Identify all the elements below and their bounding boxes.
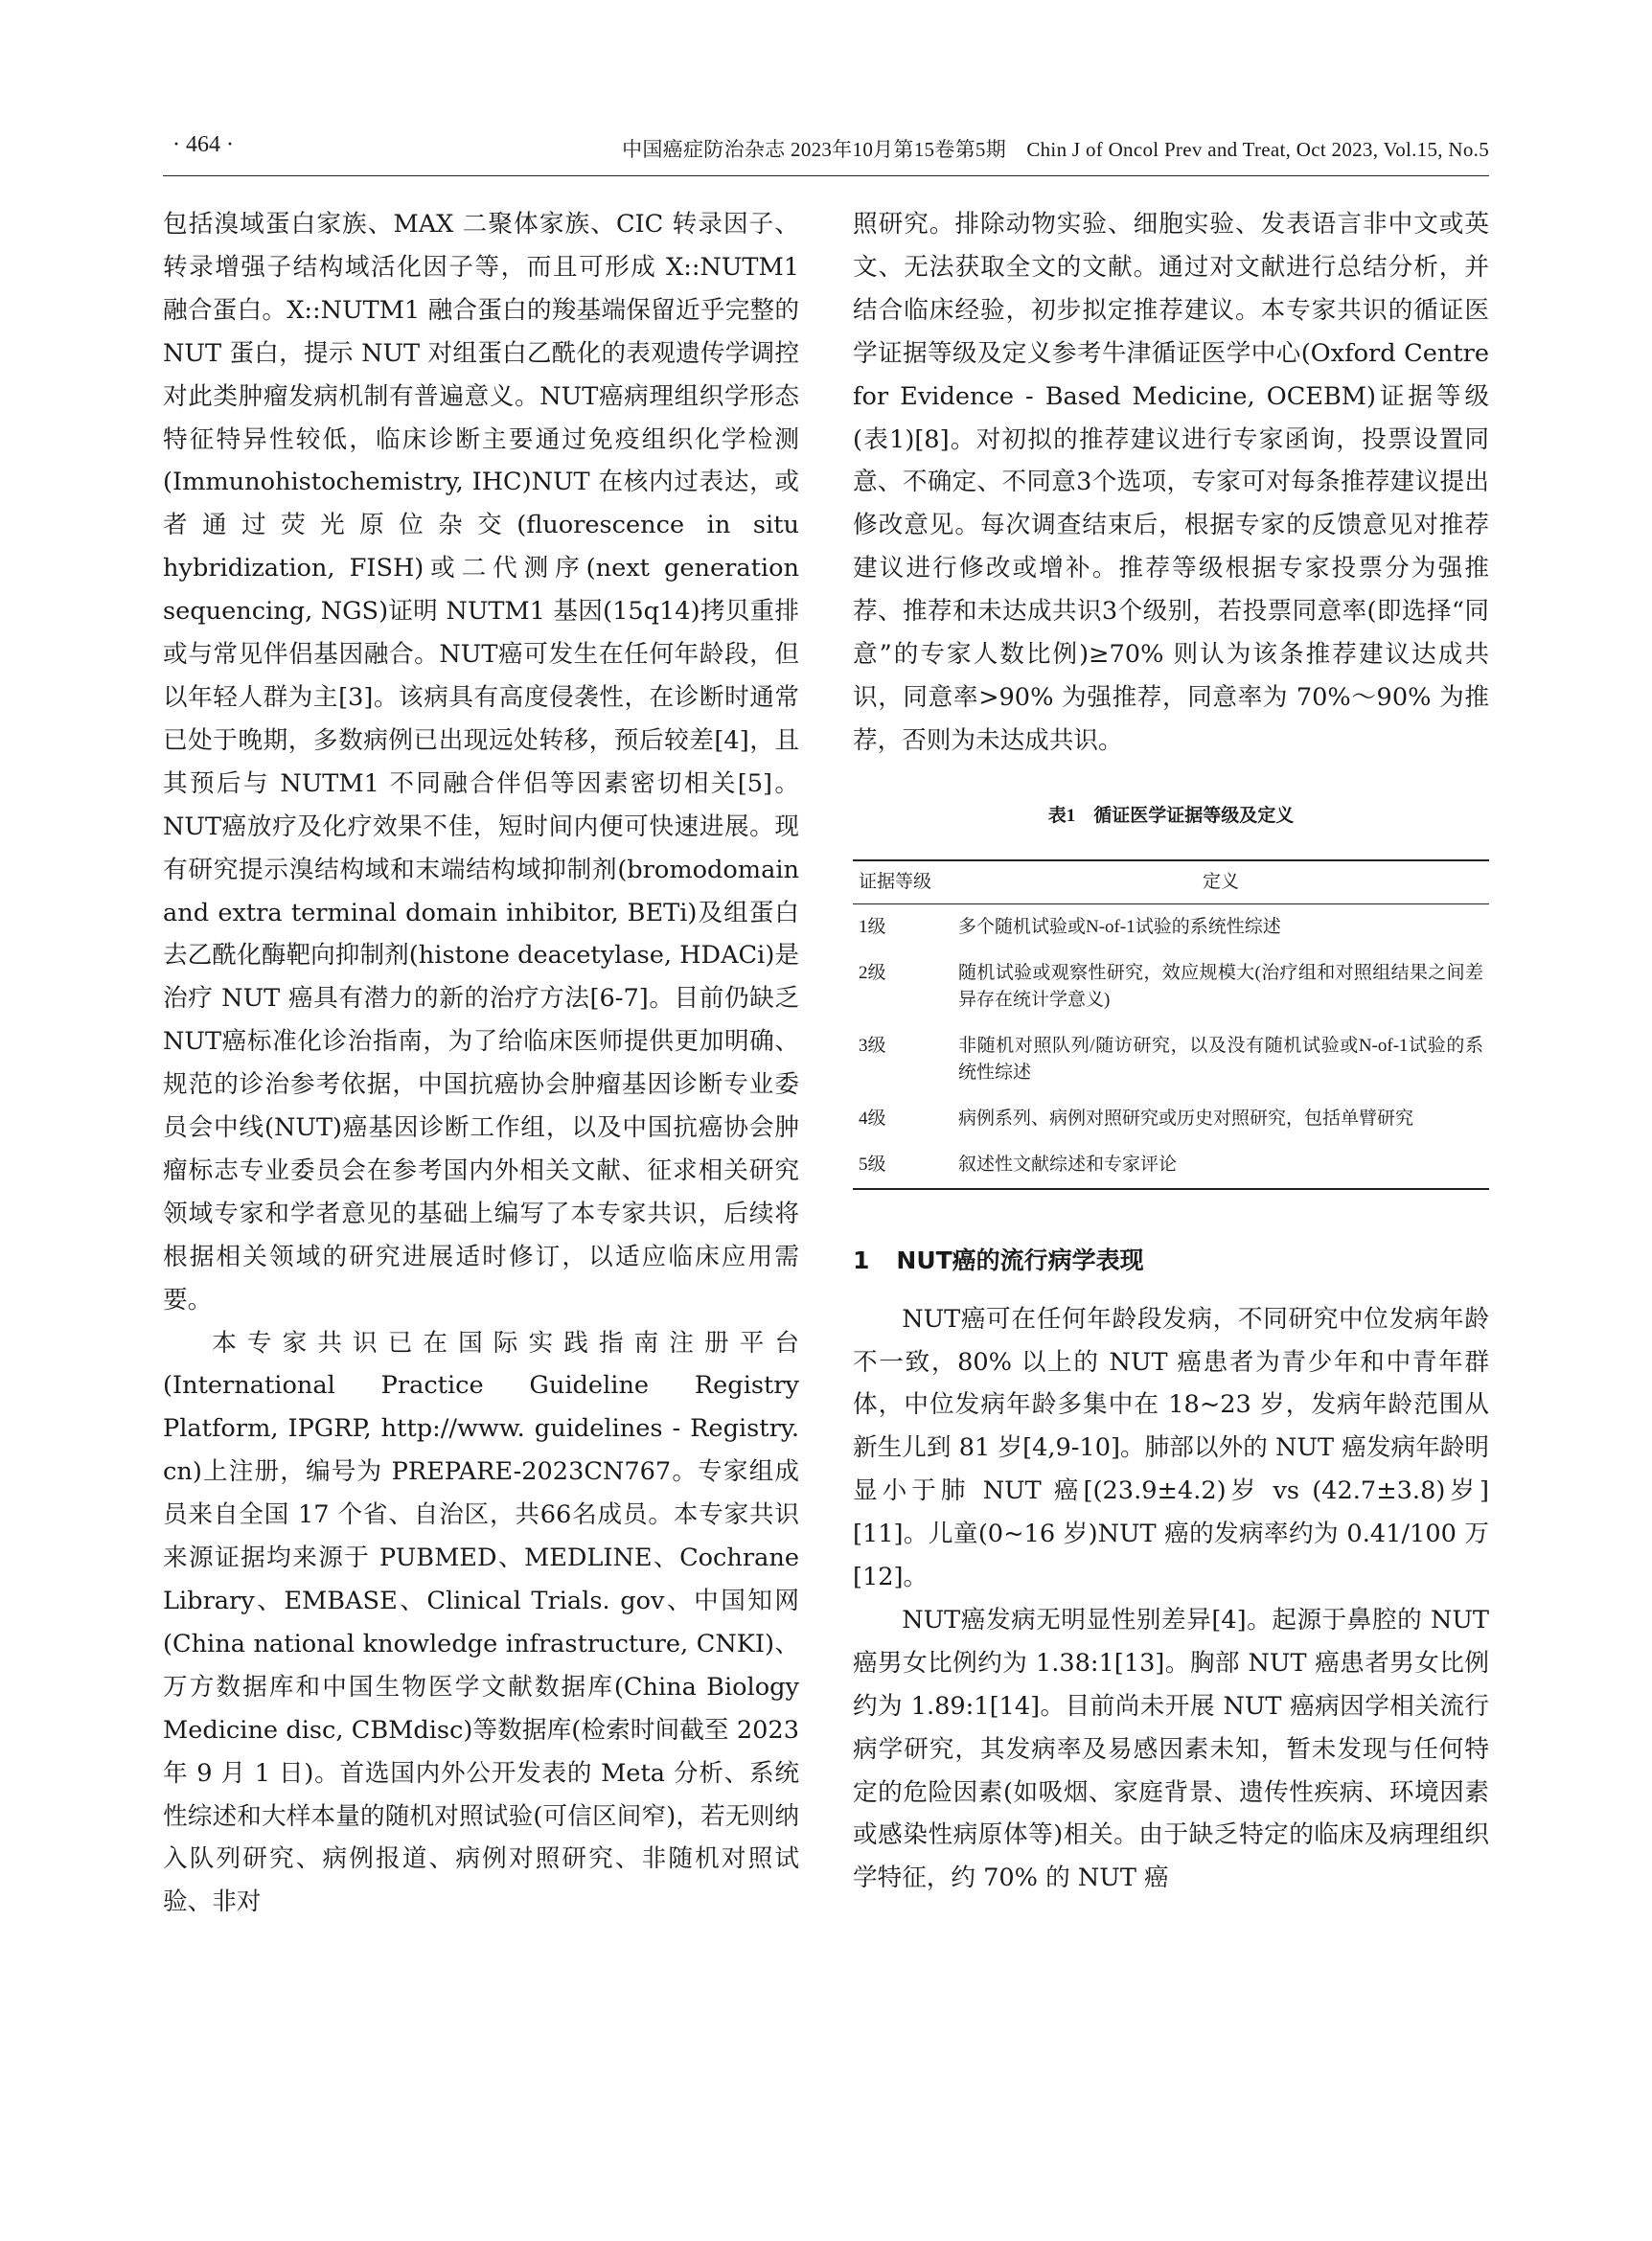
level-cell: 4级 — [859, 1108, 886, 1129]
table-row — [853, 903, 1489, 950]
page-number: · 464 · — [172, 132, 234, 157]
table-caption: 表1 循证医学证据等级及定义 — [1047, 805, 1295, 826]
right-column — [853, 203, 1489, 1900]
table-row — [853, 1096, 1489, 1142]
right-paragraph-2: NUT癌可在任何年龄段发病，不同研究中位发病年龄不一致，80% 以上的 NUT 癌患者为青少年和中青年群体，中位发病年龄多集中在 18~23 岁，发病年龄范围从新生儿到 81 岁[4,9-10]。肺部以外的 NUT 癌发病年龄明显小于肺 NUT 癌[(23.9±4.2)岁 vs (42.7±3.8)岁][11]。儿童(0~16 岁)NUT 癌的发病率约为 0.41/100 万[12]。 — [853, 1304, 1489, 1592]
left-paragraph-1: 包括溴域蛋白家族、MAX 二聚体家族、CIC 转录因子、转录增强子结构域活化因子等，而且可形成 X::NUTM1 融合蛋白。X::NUTM1 融合蛋白的羧基端保留近乎完整的 NUT 蛋白，提示 NUT 对组蛋白乙酰化的表观遗传学调控对此类肿瘤发病机制有普遍意义。NUT癌病理组织学形态特征特异性较低，临床诊断主要通过免疫组织化学检测(Immunohistochemistry, IHC)NUT 在核内过表达，或者通过荧光原位杂交(fluorescence in situ hybridization, FISH)或二代测序(next generation sequencing, NGS)证明 NUTM1 基因(15q14)拷贝重排或与常见伴侣基因融合。NUT癌可发生在任何年龄段，但以年轻人群为主[3]。该病具有高度侵袭性，在诊断时通常已处于晚期，多数病例已出现远处转移，预后较差[4]，且其预后与 NUTM1 不同融合伴侣等因素密切相关[5]。NUT癌放疗及化疗效果不佳，短时间内便可快速进展。现有研究提示溴结构域和末端结构域抑制剂(bromodomain and extra terminal domain inhibitor, BETi)及组蛋白去乙酰化酶靶向抑制剂(histone deacetylase, HDACi)是治疗 NUT 癌具有潜力的新的治疗方法[6-7]。目前仍缺乏NUT癌标准化诊治指南，为了给临床医师提供更加明确、规范的诊治参考依据，中国抗癌协会肿瘤基因诊断专业委员会中线(NUT)癌基因诊断工作组，以及中国抗癌协会肿瘤标志专业委员会在参考国内外相关文献、征求相关研究领域专家和学者意见的基础上编写了本专家共识，后续将根据相关领域的研究进展适时修订，以适应临床应用需要。 — [163, 210, 799, 1315]
level-cell: 1级 — [859, 916, 886, 937]
evidence-level-table — [853, 859, 1489, 1190]
header-level: 证据等级 — [859, 871, 932, 892]
table-row — [853, 950, 1489, 1023]
right-paragraph-1: 照研究。排除动物实验、细胞实验、发表语言非中文或英文、无法获取全文的文献。通过对文献进行总结分析，并结合临床经验，初步拟定推荐建议。本专家共识的循证医学证据等级及定义参考牛津循证医学中心(Oxford Centre for Evidence - Based Medicine, OCEBM)证据等级(表1)[8]。对初拟的推荐建议进行专家函询，投票设置同意、不确定、不同意3个选项，专家可对每条推荐建议提出修改意见。每次调查结束后，根据专家的反馈意见对推荐建议进行修改或增补。推荐等级根据专家投票分为强推荐、推荐和未达成共识3个级别，若投票同意率(即选择“同意”的专家人数比例)≥70% 则认为该条推荐建议达成共识，同意率>90% 为强推荐，同意率为 70%～90% 为推荐，否则为未达成共识。 — [853, 210, 1489, 755]
header-rule — [163, 175, 1489, 176]
level-cell: 5级 — [859, 1154, 886, 1175]
definition-cell: 叙述性文献综述和专家评论 — [958, 1154, 1178, 1175]
left-paragraph-2: 本专家共识已在国际实践指南注册平台(International Practice Guideline Registry Platform, IPGRP, http://www. guidelines - Registry. cn)上注册，编号为 PREPARE-2023CN767。专家组成员来自全国 17 个省、自治区，共66名成员。本专家共识来源证据均来源于 PUBMED、MEDLINE、Cochrane Library、EMBASE、Clinical Trials. gov、中国知网(China national knowledge infrastructure, CNKI)、万方数据库和中国生物医学文献数据库(China Biology Medicine disc, CBMdisc)等数据库(检索时间截至 2023 年 9 月 1 日)。首选国内外公开发表的 Meta 分析、系统性综述和大样本量的随机对照试验(可信区间窄)，若无则纳入队列研究、病例报道、病例对照研究、非随机对照试验、非对 — [163, 1328, 799, 1917]
table-row — [853, 1142, 1489, 1189]
definition-cell: 随机试验或观察性研究，效应规模大(治疗组和对照组结果之间差异存在统计学意义) — [958, 962, 1483, 1010]
definition-cell: 多个随机试验或N-of-1试验的系统性综述 — [958, 916, 1281, 937]
header-definition: 定义 — [1202, 871, 1239, 892]
page-header — [163, 132, 1489, 171]
evidence-table-block — [853, 795, 1489, 1190]
table-row — [853, 1023, 1489, 1096]
left-column — [163, 203, 799, 1924]
level-cell: 3级 — [859, 1035, 886, 1056]
table-header-row — [853, 860, 1489, 904]
level-cell: 2级 — [859, 962, 886, 983]
section-heading — [853, 1240, 1489, 1283]
section-number: 1 — [853, 1246, 870, 1274]
journal-info: 中国癌症防治杂志 2023年10月第15卷第5期 Chin J of Oncol Prev and Treat, Oct 2023, Vol.15, No.5 — [622, 138, 1489, 161]
definition-cell: 非随机对照队列/随访研究，以及没有随机试验或N-of-1试验的系统性综述 — [958, 1035, 1483, 1083]
right-paragraph-3: NUT癌发病无明显性别差异[4]。起源于鼻腔的 NUT 癌男女比例约为 1.38:1[13]。胸部 NUT 癌患者男女比例约为 1.89:1[14]。目前尚未开展 NUT 癌病因学相关流行病学研究，其发病率及易感因素未知，暂未发现与任何特定的危险因素(如吸烟、家庭背景、遗传性疾病、环境因素或感染性病原体等)相关。由于缺乏特定的临床及病理组织学特征，约 70% 的 NUT 癌 — [853, 1605, 1489, 1893]
section-title: NUT癌的流行病学表现 — [896, 1246, 1144, 1274]
definition-cell: 病例系列、病例对照研究或历史对照研究，包括单臂研究 — [958, 1108, 1414, 1129]
